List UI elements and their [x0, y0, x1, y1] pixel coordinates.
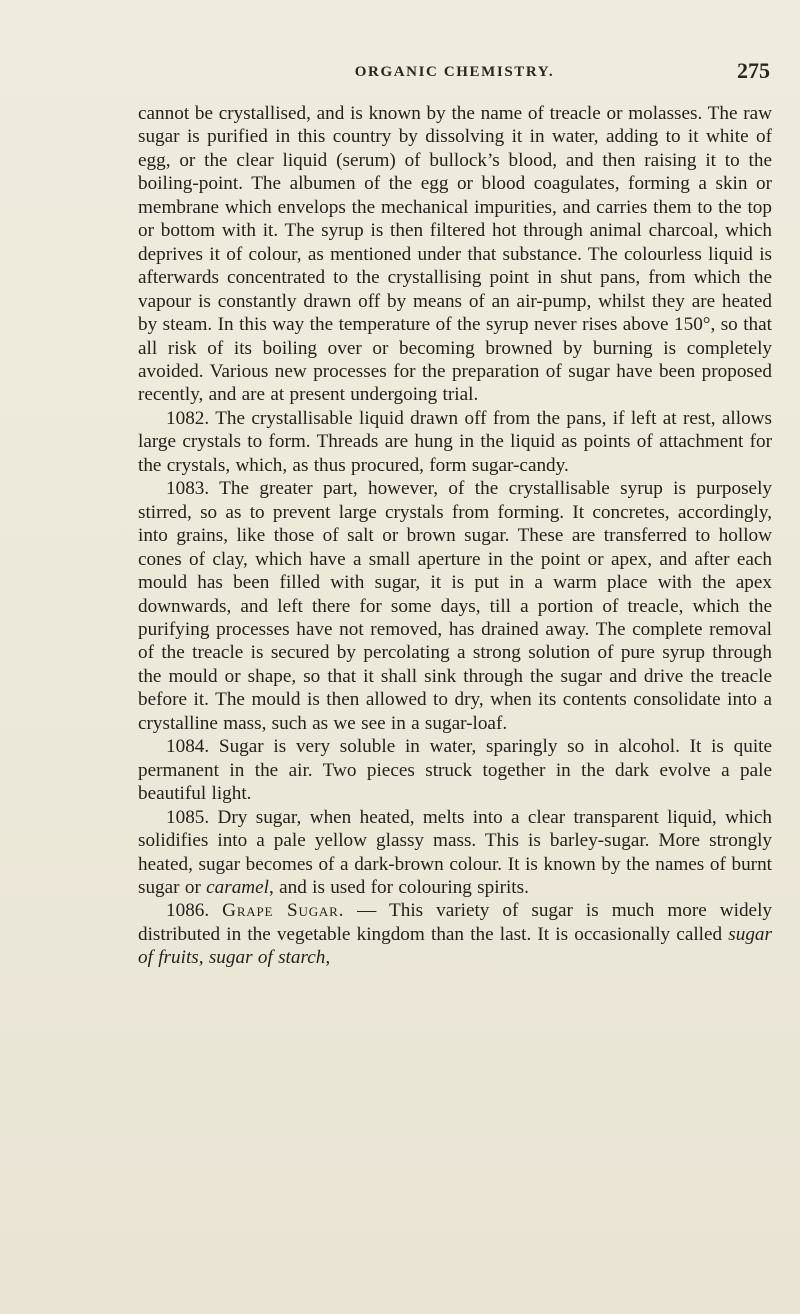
paragraph-1083: 1083. The greater part, however, of the crystallisable syrup is purposely stirred, so as to prevent large crystals from forming. It concretes, accordingly, into grains, like those of salt or brown sugar. These are transferred to hollow cones of clay, which have a small aperture in the point or apex, and after each mould has been filled with sugar, it is put in a warm place with the apex downwards, and left there for some days, till a portion of treacle, which the purifying processes have not removed, has drained away. The complete removal of the treacle is secured by percolating a strong solution of pure syrup through the mould or shape, so that it shall sink through the sugar and drive the treacle before it. The mould is then allowed to dry, when its contents consolidate into a crystalline mass, such as we see in a sugar-loaf. — [138, 478, 772, 734]
paragraph-1085 — [138, 806, 772, 900]
paragraph-continuation: cannot be crystallised, and is known by the name of treacle or molasses. The raw sugar is purified in this country by dissolving it in water, adding to it white of egg, or the clear liquid (serum) of bullock’s blood, and then raising it to the boiling-point. The albumen of the egg or blood coagulates, forming a skin or membrane which envelops the mechanical impurities, and carries them to the top or bottom with it. The syrup is then filtered hot through animal charcoal, which deprives it of colour, as mentioned under that substance. The colourless liquid is afterwards concentrated to the crystallising point in shut pans, from which the vapour is constantly drawn off by means of an air-pump, whilst they are heated by steam. In this way the temperature of the syrup never rises above 150°, so that all risk of its boiling over or becoming browned by burning is completely avoided. Various new processes for the preparation of sugar have been proposed recently, and are at present undergoing trial. — [138, 103, 772, 406]
paragraph-1085-text-b: , and is used for colouring spirits. — [269, 876, 529, 898]
page-header — [139, 58, 770, 88]
page-number: 275 — [737, 58, 770, 83]
paragraph-1084: 1084. Sugar is very soluble in water, sparingly so in alcohol. It is quite permanent in the air. Two pieces struck together in the dark evolve a pale beautiful light. — [138, 736, 772, 805]
sugar-of-fruits-term: sugar of fruits — [138, 923, 772, 969]
term-separator: , — [198, 947, 209, 969]
section-heading-grape-sugar: Grape Sugar. — [222, 900, 345, 922]
paragraph-1086 — [138, 899, 772, 969]
sugar-of-starch-term: sugar of starch, — [208, 947, 331, 969]
paragraph-1085-text-a: 1085. Dry sugar, when heated, melts into a clear transparent liquid, which solidifies into a pale yellow glassy mass. This is barley-sugar. More strongly heated, sugar becomes of a dark-brown colour. It is known by the names of burnt sugar or — [138, 806, 772, 898]
paragraph-1082: 1082. The crystallisable liquid drawn off from the pans, if left at rest, allows large crystals to form. Threads are hung in the liquid as points of attachment for the crystals, which, as thus procured, form sugar-candy. — [138, 407, 772, 476]
paragraph-1086-number: 1086. — [166, 900, 223, 922]
caramel-term: caramel — [206, 876, 270, 898]
body-text — [138, 102, 772, 970]
paragraph-1086-text: — This variety of sugar is much more widely distributed in the vegetable kingdom than the last. It is occasionally called — [138, 900, 773, 945]
running-title: ORGANIC CHEMISTRY. — [354, 64, 555, 80]
